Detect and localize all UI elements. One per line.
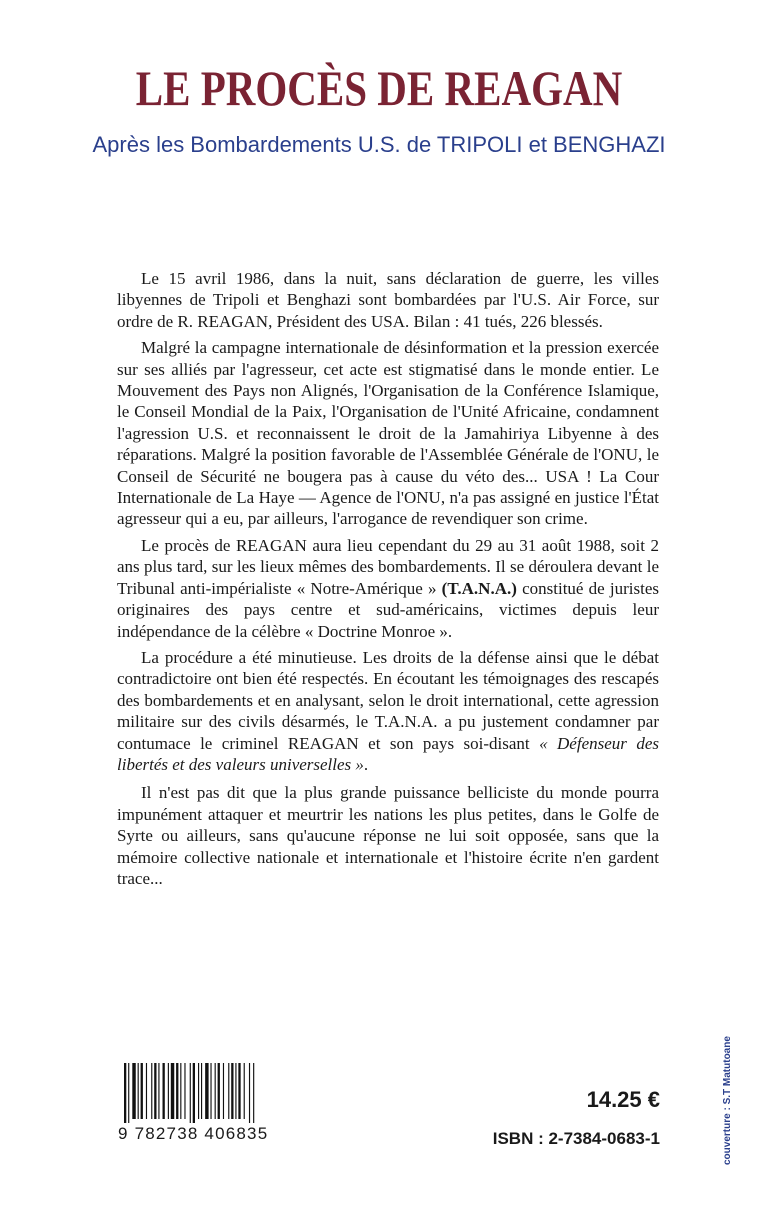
barcode-bar [249,1063,250,1123]
barcode-bar [210,1063,211,1119]
barcode-digits: 9 782738 406835 [118,1124,269,1143]
paragraph-segment: Il n'est pas dit que la plus grande puissance belliciste du monde pourra impunément attaquer et meurtrir les nations les plus petites, dans le Golfe de Syrte ou ailleurs, sans qu'aucune réponse ne lui soit opposée, sans que la mémoire collective nationale et internationale et l'histoire écrite n'en gardent trace... [117,783,659,888]
paragraph-segment: . [363,754,369,774]
barcode-bar [223,1063,224,1119]
body-paragraph [117,268,659,332]
barcode-bar [198,1063,199,1119]
book-title: LE PROCÈS DE REAGAN [135,60,623,116]
cover-credit-text: couverture : S.T Matutoane [722,1036,733,1165]
paragraph-segment: (T.A.N.A.) [441,578,517,598]
barcode-bar [205,1063,208,1119]
barcode-bar [154,1063,156,1119]
barcode-bar [176,1063,178,1119]
barcode-bar [253,1063,254,1123]
barcode-bar [171,1063,174,1119]
barcode-bar [231,1063,233,1119]
barcode-bar [193,1063,195,1123]
barcode-bar [235,1063,236,1119]
paragraph-segment: « Défenseur des libertés et des valeurs universelles » [117,733,659,774]
barcode-bar [141,1063,143,1119]
barcode-bar [158,1063,159,1119]
barcode-bar [228,1063,229,1119]
barcode-bar [138,1063,139,1119]
barcode-bar [124,1063,126,1123]
paragraph-segment: Malgré la campagne internationale de désinformation et la pression exercée sur ses alliés par l'agresseur, cet acte est stigmatisé dans le monde entier. Le Mouvement des Pays non Alignés, l'Organisation de la Conférence Islamique, le Conseil Mondial de la Paix, l'Organisation de l'Unité Africaine, condamnent l'agression U.S. et reconnaissent le droit de la Jamahiriya Libyenne à des réparations. Malgré la position favorable de l'Assemblée Générale de l'ONU, le Conseil de Sécurité ne bougera pas à cause du véto des... USA ! La Cour Internationale de La Haye — Agence de l'ONU, n'a pas assigné en justice l'État agresseur qui a eu, par ailleurs, l'arrogance de revendiquer son crime. [117,338,659,529]
barcode-bar [215,1063,216,1119]
barcode-bar [184,1063,185,1119]
price-label: 14.25 € [586,1087,660,1112]
barcode-bar [218,1063,220,1119]
book-subtitle: Après les Bombardements U.S. de TRIPOLI et BENGHAZI [92,132,666,157]
barcode-bar [151,1063,152,1119]
barcode-bar [190,1063,191,1123]
back-cover-text [117,268,659,894]
paragraph-segment: Le 15 avril 1986, dans la nuit, sans déclaration de guerre, les villes libyennes de Tripoli et Benghazi sont bombardées par l'U.S. Air Force, sur ordre de R. REAGAN, Président des USA. Bilan : 41 tués, 226 blessés. [117,269,659,331]
barcode-bar [238,1063,240,1119]
body-paragraph [117,337,659,530]
barcode-bars [118,1063,283,1123]
barcode-bar [146,1063,147,1119]
paragraph-segment: Le procès de REAGAN aura lieu cependant du 29 au 31 août 1988, soit 2 ans plus tard, sur les lieux mêmes des bombardements. Il se déroulera devant le Tribunal anti-impérialiste « Notre-Amérique » [117,535,659,598]
barcode-bar [132,1063,135,1119]
barcode-bar [168,1063,169,1119]
barcode-bar [180,1063,181,1119]
barcode-bar [201,1063,202,1119]
isbn-label: ISBN : 2-7384-0683-1 [492,1129,660,1148]
body-paragraph [117,782,659,889]
barcode-bar [163,1063,165,1119]
paragraph-segment: La procédure a été minutieuse. Les droits de la défense ainsi que le débat contradictoire ont bien été respectés. En écoutant les témoignages des rescapés des bombardements et en analysant, selon le droit international, cette agression militaire sur des civils désarmés, le T.A.N.A. a pu justement condamner par contumace le criminel REAGAN et son pays soi-disant [117,647,659,753]
barcode-bar [244,1063,245,1119]
body-paragraph [117,647,659,775]
paragraph-segment: constitué de juristes originaires des pays centre et sud-américains, victimes depuis leur indépendance de la célèbre « Doctrine Monroe ». [117,578,659,641]
barcode-bar [128,1063,129,1123]
body-paragraph [117,535,659,642]
